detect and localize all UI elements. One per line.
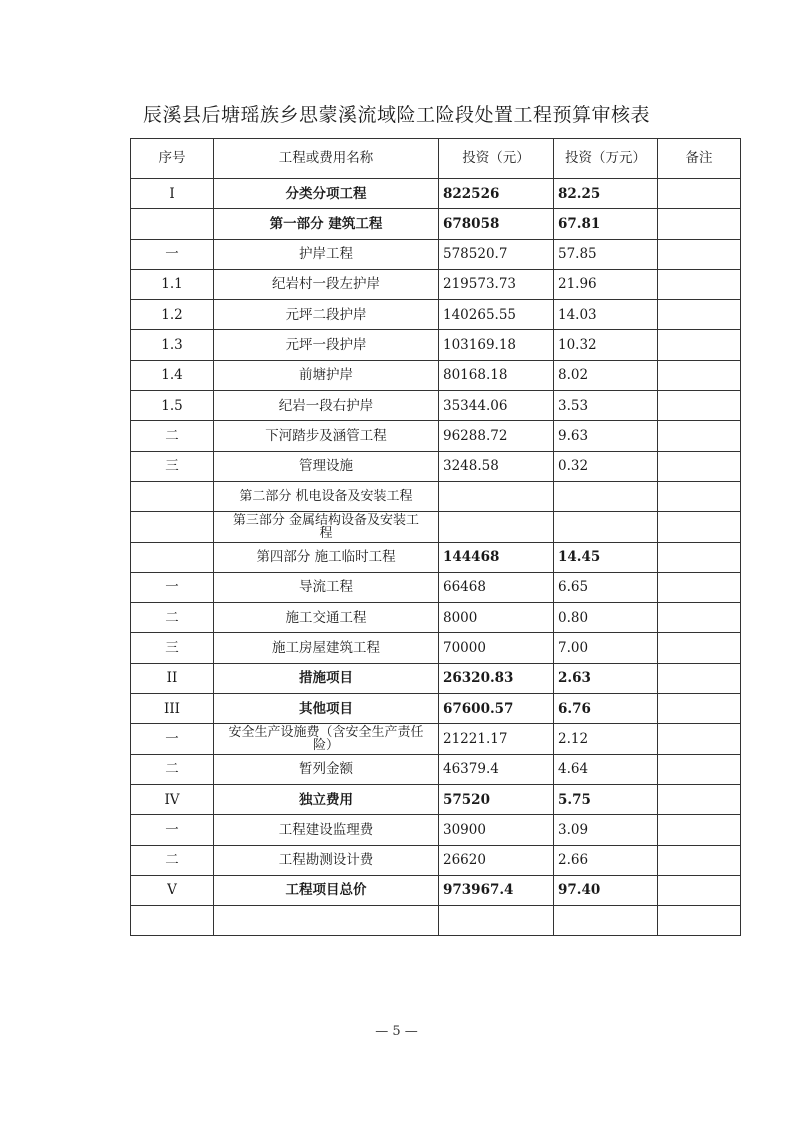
row-note bbox=[658, 754, 741, 784]
row-investment-yuan: 21221.17 bbox=[439, 724, 554, 754]
row-investment-wan bbox=[554, 481, 658, 511]
header-notes: 备注 bbox=[658, 139, 741, 179]
row-investment-yuan bbox=[439, 512, 554, 542]
row-investment-yuan: 219573.73 bbox=[439, 269, 554, 299]
row-investment-yuan: 67600.57 bbox=[439, 694, 554, 724]
row-name: 安全生产设施费（含安全生产责任险） bbox=[214, 724, 439, 754]
table-row bbox=[131, 269, 741, 299]
row-note bbox=[658, 633, 741, 663]
row-note bbox=[658, 694, 741, 724]
row-seq: 一 bbox=[131, 572, 214, 602]
row-investment-yuan: 26320.83 bbox=[439, 663, 554, 693]
row-note bbox=[658, 906, 741, 936]
row-note bbox=[658, 269, 741, 299]
row-seq: 1.3 bbox=[131, 330, 214, 360]
row-note bbox=[658, 724, 741, 754]
table-row bbox=[131, 845, 741, 875]
row-note bbox=[658, 663, 741, 693]
row-investment-wan bbox=[554, 906, 658, 936]
row-note bbox=[658, 209, 741, 239]
row-investment-yuan: 30900 bbox=[439, 815, 554, 845]
row-seq: 1.4 bbox=[131, 360, 214, 390]
table-row bbox=[131, 603, 741, 633]
row-investment-yuan: 973967.4 bbox=[439, 875, 554, 905]
row-investment-wan: 21.96 bbox=[554, 269, 658, 299]
header-item-name: 工程或费用名称 bbox=[214, 139, 439, 179]
row-seq: 一 bbox=[131, 815, 214, 845]
row-investment-yuan: 26620 bbox=[439, 845, 554, 875]
header-investment-wan: 投资（万元） bbox=[554, 139, 658, 179]
row-note bbox=[658, 421, 741, 451]
row-investment-wan: 9.63 bbox=[554, 421, 658, 451]
table-row bbox=[131, 663, 741, 693]
table-row bbox=[131, 451, 741, 481]
row-investment-yuan: 80168.18 bbox=[439, 360, 554, 390]
row-name: 第一部分 建筑工程 bbox=[214, 209, 439, 239]
row-name: 导流工程 bbox=[214, 572, 439, 602]
row-name: 前塘护岸 bbox=[214, 360, 439, 390]
row-investment-wan: 8.02 bbox=[554, 360, 658, 390]
row-investment-wan: 3.53 bbox=[554, 391, 658, 421]
row-seq: III bbox=[131, 694, 214, 724]
row-investment-wan: 14.45 bbox=[554, 542, 658, 572]
table-row bbox=[131, 694, 741, 724]
row-name: 其他项目 bbox=[214, 694, 439, 724]
row-seq: 二 bbox=[131, 845, 214, 875]
row-note bbox=[658, 481, 741, 511]
table-row bbox=[131, 239, 741, 269]
table-row bbox=[131, 512, 741, 542]
row-investment-yuan: 8000 bbox=[439, 603, 554, 633]
row-investment-wan: 14.03 bbox=[554, 300, 658, 330]
row-investment-yuan bbox=[439, 481, 554, 511]
row-note bbox=[658, 572, 741, 602]
row-investment-yuan: 46379.4 bbox=[439, 754, 554, 784]
row-seq: 一 bbox=[131, 724, 214, 754]
row-note bbox=[658, 875, 741, 905]
row-note bbox=[658, 603, 741, 633]
row-investment-wan: 2.12 bbox=[554, 724, 658, 754]
row-name: 分类分项工程 bbox=[214, 179, 439, 209]
row-name: 元坪一段护岸 bbox=[214, 330, 439, 360]
row-name: 工程建设监理费 bbox=[214, 815, 439, 845]
row-investment-wan: 67.81 bbox=[554, 209, 658, 239]
table-row bbox=[131, 784, 741, 814]
row-investment-wan: 0.32 bbox=[554, 451, 658, 481]
row-name: 独立费用 bbox=[214, 784, 439, 814]
row-note bbox=[658, 542, 741, 572]
row-seq bbox=[131, 481, 214, 511]
row-name: 措施项目 bbox=[214, 663, 439, 693]
row-name: 护岸工程 bbox=[214, 239, 439, 269]
row-seq: 1.1 bbox=[131, 269, 214, 299]
row-note bbox=[658, 815, 741, 845]
row-name: 第二部分 机电设备及安装工程 bbox=[214, 481, 439, 511]
row-seq bbox=[131, 209, 214, 239]
table-row bbox=[131, 391, 741, 421]
row-name: 元坪二段护岸 bbox=[214, 300, 439, 330]
row-seq: II bbox=[131, 663, 214, 693]
row-investment-yuan: 144468 bbox=[439, 542, 554, 572]
budget-review-table bbox=[130, 138, 741, 936]
row-investment-yuan bbox=[439, 906, 554, 936]
row-note bbox=[658, 360, 741, 390]
row-seq: 三 bbox=[131, 633, 214, 663]
row-investment-wan: 82.25 bbox=[554, 179, 658, 209]
row-note bbox=[658, 300, 741, 330]
row-note bbox=[658, 239, 741, 269]
row-name: 第三部分 金属结构设备及安装工程 bbox=[214, 512, 439, 542]
row-investment-wan: 97.40 bbox=[554, 875, 658, 905]
row-name: 工程项目总价 bbox=[214, 875, 439, 905]
row-name: 管理设施 bbox=[214, 451, 439, 481]
table-row bbox=[131, 360, 741, 390]
row-investment-wan: 10.32 bbox=[554, 330, 658, 360]
row-seq bbox=[131, 512, 214, 542]
row-investment-wan: 6.65 bbox=[554, 572, 658, 602]
row-investment-yuan: 3248.58 bbox=[439, 451, 554, 481]
row-seq: V bbox=[131, 875, 214, 905]
table-row bbox=[131, 481, 741, 511]
row-investment-wan: 4.64 bbox=[554, 754, 658, 784]
row-note bbox=[658, 451, 741, 481]
row-investment-wan: 7.00 bbox=[554, 633, 658, 663]
row-investment-yuan: 578520.7 bbox=[439, 239, 554, 269]
table-row bbox=[131, 724, 741, 754]
row-note bbox=[658, 179, 741, 209]
row-name: 暂列金额 bbox=[214, 754, 439, 784]
row-investment-yuan: 96288.72 bbox=[439, 421, 554, 451]
row-investment-yuan: 66468 bbox=[439, 572, 554, 602]
row-name: 纪岩村一段左护岸 bbox=[214, 269, 439, 299]
row-investment-yuan: 103169.18 bbox=[439, 330, 554, 360]
row-seq: 1.2 bbox=[131, 300, 214, 330]
table-row bbox=[131, 179, 741, 209]
row-investment-yuan: 822526 bbox=[439, 179, 554, 209]
row-seq bbox=[131, 906, 214, 936]
table-row bbox=[131, 330, 741, 360]
row-seq: 二 bbox=[131, 421, 214, 451]
page-title: 辰溪县后塘瑶族乡思蒙溪流域险工险段处置工程预算审核表 bbox=[142, 104, 650, 126]
table-row bbox=[131, 300, 741, 330]
row-investment-wan: 57.85 bbox=[554, 239, 658, 269]
row-investment-yuan: 140265.55 bbox=[439, 300, 554, 330]
row-name: 施工房屋建筑工程 bbox=[214, 633, 439, 663]
row-investment-yuan: 70000 bbox=[439, 633, 554, 663]
table-row bbox=[131, 815, 741, 845]
table-row bbox=[131, 542, 741, 572]
row-seq: IV bbox=[131, 784, 214, 814]
row-name: 施工交通工程 bbox=[214, 603, 439, 633]
row-seq: 二 bbox=[131, 603, 214, 633]
row-note bbox=[658, 845, 741, 875]
row-name: 第四部分 施工临时工程 bbox=[214, 542, 439, 572]
table-row bbox=[131, 421, 741, 451]
row-note bbox=[658, 330, 741, 360]
table-header-row bbox=[131, 139, 741, 179]
table-row bbox=[131, 209, 741, 239]
row-investment-yuan: 35344.06 bbox=[439, 391, 554, 421]
row-name bbox=[214, 906, 439, 936]
row-seq: I bbox=[131, 179, 214, 209]
row-investment-wan: 2.63 bbox=[554, 663, 658, 693]
row-seq: 1.5 bbox=[131, 391, 214, 421]
header-seq: 序号 bbox=[131, 139, 214, 179]
row-investment-wan: 6.76 bbox=[554, 694, 658, 724]
table-row bbox=[131, 572, 741, 602]
header-investment-yuan: 投资（元） bbox=[439, 139, 554, 179]
row-seq: 三 bbox=[131, 451, 214, 481]
row-seq: 一 bbox=[131, 239, 214, 269]
row-name: 纪岩一段右护岸 bbox=[214, 391, 439, 421]
row-investment-wan bbox=[554, 512, 658, 542]
row-investment-yuan: 678058 bbox=[439, 209, 554, 239]
row-name: 下河踏步及涵管工程 bbox=[214, 421, 439, 451]
page-number: — 5 — bbox=[375, 1024, 418, 1039]
row-note bbox=[658, 784, 741, 814]
row-investment-wan: 3.09 bbox=[554, 815, 658, 845]
row-note bbox=[658, 512, 741, 542]
row-seq: 二 bbox=[131, 754, 214, 784]
row-investment-wan: 0.80 bbox=[554, 603, 658, 633]
row-name: 工程勘测设计费 bbox=[214, 845, 439, 875]
row-investment-wan: 5.75 bbox=[554, 784, 658, 814]
table-row bbox=[131, 754, 741, 784]
table-row bbox=[131, 906, 741, 936]
table-row bbox=[131, 875, 741, 905]
row-investment-wan: 2.66 bbox=[554, 845, 658, 875]
row-note bbox=[658, 391, 741, 421]
row-investment-yuan: 57520 bbox=[439, 784, 554, 814]
table-row bbox=[131, 633, 741, 663]
row-seq bbox=[131, 542, 214, 572]
